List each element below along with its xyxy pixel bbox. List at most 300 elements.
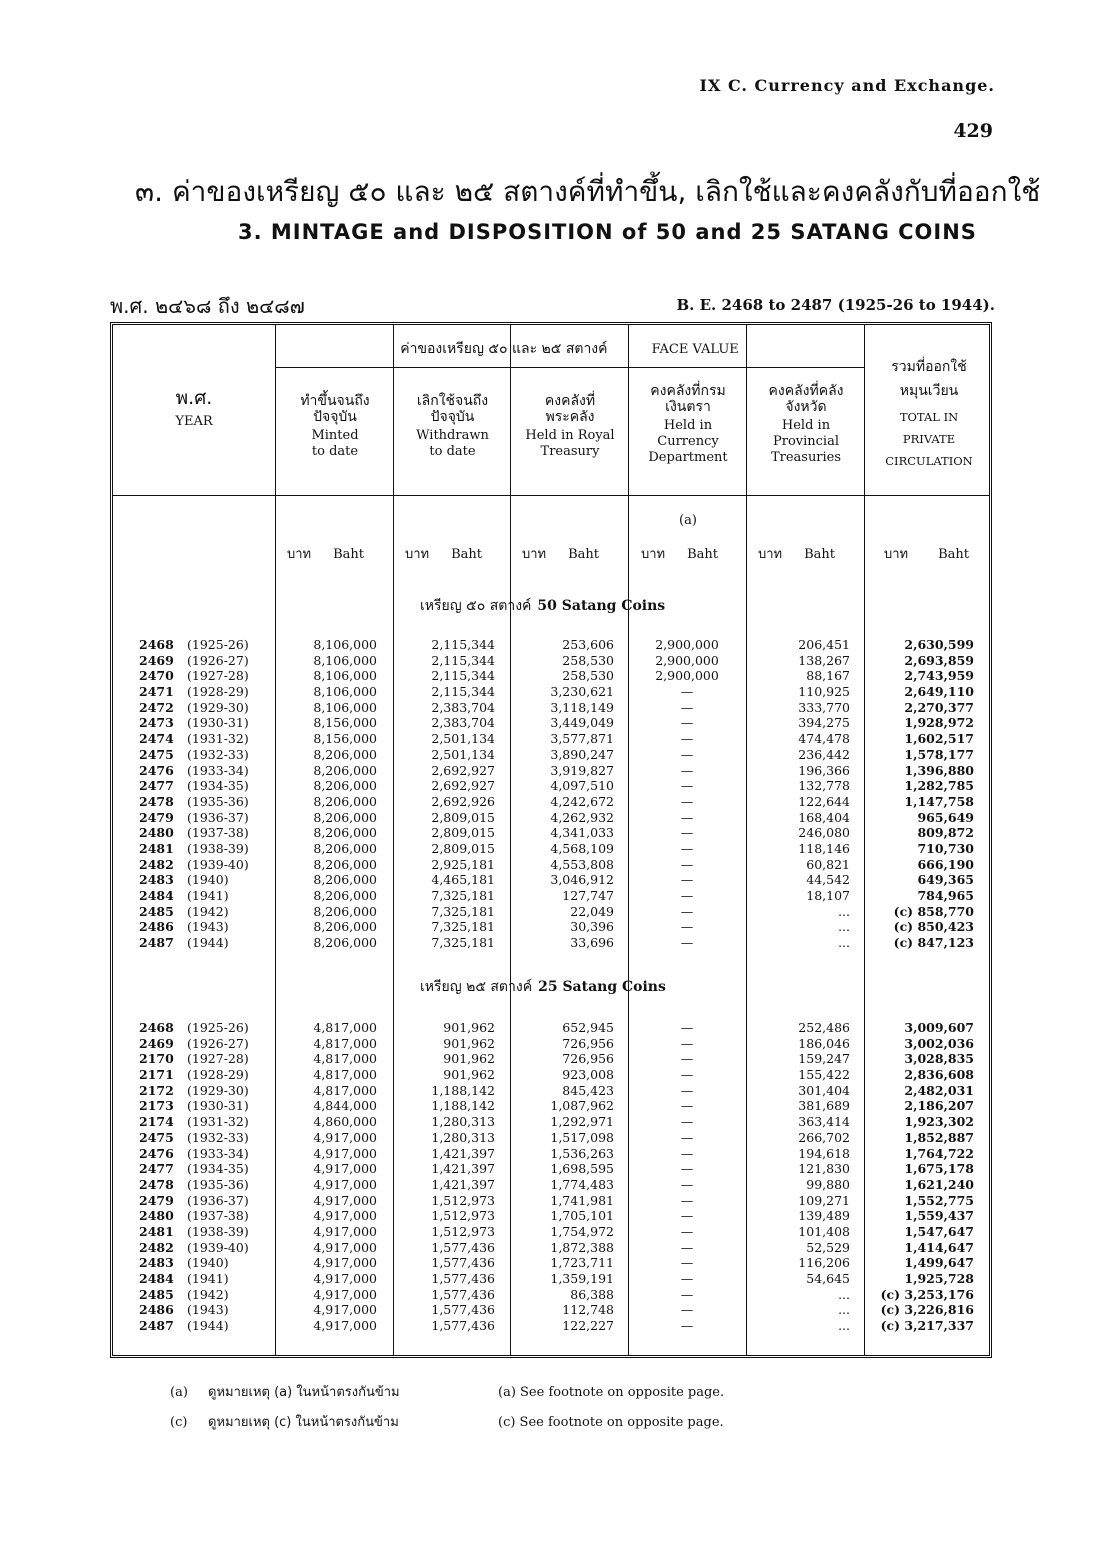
table-cell: 1,852,887: [904, 1129, 974, 1145]
table-cell: 2487: [139, 935, 174, 951]
table-cell: —: [680, 1098, 694, 1114]
table-cell: 52,529: [806, 1239, 850, 1255]
table-cell: 2,649,110: [904, 684, 974, 700]
table-cell: 18,107: [806, 888, 850, 903]
table-cell: 7,325,181: [431, 888, 495, 903]
section-header: IX C. Currency and Exchange.: [699, 76, 995, 95]
table-cell: 1,872,388: [550, 1239, 614, 1255]
table-cell: 2,743,959: [904, 668, 974, 684]
table-cell: 2,186,207: [904, 1098, 974, 1114]
table-cell: —: [680, 1067, 694, 1083]
table-cell: 381,689: [798, 1098, 850, 1114]
table-cell: 2475: [139, 746, 174, 762]
table-cell: (1941): [187, 1271, 229, 1286]
table-cell: 1,577,436: [431, 1255, 495, 1271]
table-cell: ...: [838, 1318, 850, 1334]
table-cell: 86,388: [570, 1286, 614, 1302]
table-cell: 1,147,758: [904, 793, 974, 809]
table-cell: 1,723,711: [550, 1255, 614, 1271]
table-cell: 1,621,240: [904, 1176, 974, 1192]
table-cell: 726,956: [562, 1051, 614, 1067]
table-cell: 4,341,033: [550, 825, 614, 841]
column-total: [866, 1020, 974, 1334]
table-cell: —: [680, 699, 694, 715]
table-cell: (1942): [187, 1286, 229, 1302]
col-header-thai: คงคลังที่พระคลัง: [544, 393, 596, 425]
table-cell: 139,489: [798, 1208, 850, 1224]
table-cell: 7,325,181: [431, 919, 495, 935]
table-cell: 2,115,344: [431, 684, 495, 700]
table-cell: 2471: [139, 684, 174, 700]
table-cell: 2174: [139, 1114, 174, 1130]
table-cell: —: [680, 1271, 694, 1286]
table-cell: 206,451: [798, 637, 850, 652]
table-cell: ...: [838, 1286, 850, 1302]
table-cell: 2,809,015: [431, 825, 495, 841]
table-cell: 3,046,912: [550, 872, 614, 888]
table-cell: 4,917,000: [313, 1176, 377, 1192]
table-cell: 1,547,647: [904, 1223, 974, 1239]
table-cell: —: [680, 793, 694, 809]
table-cell: 4,917,000: [313, 1223, 377, 1239]
column-currency-dept: [632, 637, 742, 951]
col-header-en: Held in Royal Treasury: [525, 428, 615, 459]
table-cell: —: [680, 1035, 694, 1051]
table-cell: 132,778: [798, 778, 850, 794]
table-cell: 236,442: [798, 746, 850, 762]
table-cell: 2171: [139, 1067, 174, 1083]
table-cell: 4,917,000: [313, 1302, 377, 1318]
table-cell: 8,206,000: [313, 919, 377, 935]
table-cell: 4,917,000: [313, 1145, 377, 1161]
table-cell: 109,271: [798, 1192, 850, 1208]
table-cell: 4,917,000: [313, 1318, 377, 1334]
table-cell: 1,536,263: [550, 1145, 614, 1161]
face-value-header: [275, 341, 864, 358]
table-cell: (1934-35): [187, 1161, 249, 1177]
table-cell: 127,747: [562, 888, 614, 903]
table-cell: 258,530: [562, 652, 614, 668]
footnote-c: [170, 1408, 724, 1438]
table-cell: 4,097,510: [550, 778, 614, 794]
table-cell: 1,499,647: [904, 1255, 974, 1271]
table-cell: —: [680, 1192, 694, 1208]
table-cell: 1,559,437: [904, 1208, 974, 1224]
col-header-withdrawn: [395, 393, 510, 460]
table-cell: 4,917,000: [313, 1255, 377, 1271]
col-header-thai: รวมที่ออกใช้หมุนเวียน: [891, 359, 967, 399]
table-cell: —: [680, 1302, 694, 1318]
table-cell: 44,542: [806, 872, 850, 888]
table-cell: (1926-27): [187, 1035, 249, 1051]
table-cell: 1,764,722: [904, 1145, 974, 1161]
column-minted: [273, 1020, 377, 1334]
table-cell: 1,517,098: [550, 1129, 614, 1145]
note-marker-a: (a): [679, 513, 697, 528]
table-cell: 1,578,177: [904, 746, 974, 762]
column-provincial: [748, 637, 850, 951]
table-cell: 1,280,313: [431, 1114, 495, 1130]
table-cell: 4,242,672: [550, 793, 614, 809]
table-cell: (1927-28): [187, 1051, 249, 1067]
table-cell: 2,383,704: [431, 699, 495, 715]
column-royal-treasury: [510, 637, 614, 951]
table-cell: —: [680, 1286, 694, 1302]
table-cell: 2481: [139, 1223, 174, 1239]
table-cell: 252,486: [798, 1020, 850, 1035]
footnote-key: (c): [170, 1415, 188, 1430]
table-cell: 1,396,880: [904, 762, 974, 778]
table-cell: 266,702: [798, 1129, 850, 1145]
table-cell: (1935-36): [187, 1176, 249, 1192]
table-cell: (1930-31): [187, 715, 249, 731]
table-cell: (1938-39): [187, 1223, 249, 1239]
table-cell: ...: [838, 935, 850, 951]
table-cell: 1,577,436: [431, 1271, 495, 1286]
table-cell: 2,115,344: [431, 668, 495, 684]
table-cell: 1,602,517: [904, 731, 974, 747]
table-cell: (1942): [187, 903, 229, 919]
table-cell: 845,423: [562, 1082, 614, 1098]
table-cell: 1,414,647: [904, 1239, 974, 1255]
table-cell: 2,925,181: [431, 856, 495, 872]
column-divider: [746, 325, 747, 1355]
table-cell: (1939-40): [187, 856, 249, 872]
table-cell: 2,630,599: [904, 637, 974, 652]
unit-label: บาท Baht: [884, 547, 970, 562]
col-header-thai: คงคลังที่คลังจังหวัด: [768, 383, 844, 415]
table-cell: 88,167: [806, 668, 850, 684]
table-cell: 965,649: [917, 809, 974, 825]
table-cell: 8,206,000: [313, 778, 377, 794]
table-cell: (1937-38): [187, 825, 249, 841]
col-header-provincial: [748, 383, 864, 466]
table-cell: —: [680, 903, 694, 919]
table-cell: (1928-29): [187, 684, 249, 700]
table-cell: 8,206,000: [313, 825, 377, 841]
table-cell: 30,396: [570, 919, 614, 935]
table-cell: 112,748: [562, 1302, 614, 1318]
footnotes: [170, 1378, 724, 1438]
table-cell: 1,577,436: [431, 1318, 495, 1334]
table-cell: —: [680, 1161, 694, 1177]
table-cell: —: [680, 1051, 694, 1067]
table-cell: 8,206,000: [313, 903, 377, 919]
table-cell: —: [680, 1114, 694, 1130]
table-cell: —: [680, 684, 694, 700]
col-header-en: Held in Provincial Treasuries: [770, 418, 842, 465]
table-cell: 2480: [139, 825, 174, 841]
table-cell: 8,206,000: [313, 872, 377, 888]
table-cell: 2475: [139, 1129, 174, 1145]
table-cell: 3,009,607: [904, 1020, 974, 1035]
table-cell: 2,270,377: [904, 699, 974, 715]
table-cell: 253,606: [562, 637, 614, 652]
table-cell: 4,917,000: [313, 1129, 377, 1145]
table-cell: 8,156,000: [313, 715, 377, 731]
table-cell: (1935-36): [187, 793, 249, 809]
table-cell: (1940): [187, 872, 229, 888]
page-title-thai: ๓. ค่าของเหรียญ ๕๐ และ ๒๕ สตางค์ที่ทำขึ้น, เลิกใช้และคงคลังกับที่ออกใช้: [135, 175, 1041, 208]
table-cell: 2173: [139, 1098, 174, 1114]
table-cell: 2469: [139, 1035, 174, 1051]
table-cell: 710,730: [917, 840, 974, 856]
table-cell: 394,275: [798, 715, 850, 731]
table-cell: (1931-32): [187, 731, 249, 747]
table-cell: 2481: [139, 840, 174, 856]
table-cell: 1,705,101: [550, 1208, 614, 1224]
page-title: 3. MINTAGE and DISPOSITION of 50 and 25 SATANG COINS: [238, 220, 977, 244]
table-cell: (c) 858,770: [893, 903, 974, 919]
table-cell: 1,512,973: [431, 1223, 495, 1239]
table-cell: —: [680, 1176, 694, 1192]
table-cell: 1,359,191: [550, 1271, 614, 1286]
table-cell: 923,008: [562, 1067, 614, 1083]
table-cell: 2,692,927: [431, 778, 495, 794]
table-cell: 2,501,134: [431, 731, 495, 747]
footnote-a: [170, 1378, 724, 1408]
table-cell: 4,917,000: [313, 1239, 377, 1255]
table-cell: 2472: [139, 699, 174, 715]
table-cell: 2480: [139, 1208, 174, 1224]
table-cell: (1939-40): [187, 1239, 249, 1255]
table-cell: 4,917,000: [313, 1192, 377, 1208]
col-header-currency-dept: [630, 383, 746, 466]
table-cell: 2485: [139, 903, 174, 919]
table-cell: 1,675,178: [904, 1161, 974, 1177]
table-cell: 1,280,313: [431, 1129, 495, 1145]
table-cell: 1,577,436: [431, 1239, 495, 1255]
table-cell: 1,754,972: [550, 1223, 614, 1239]
column-currency-dept: [632, 1020, 742, 1334]
table-cell: 1,292,971: [550, 1114, 614, 1130]
table-cell: 3,118,149: [550, 699, 614, 715]
table-cell: 2468: [139, 637, 174, 652]
column-royal-treasury: [510, 1020, 614, 1334]
face-value-thai: ค่าของเหรียญ ๕๐ และ ๒๕ สตางค์: [400, 341, 608, 357]
unit-label: บาท Baht: [522, 547, 600, 562]
table-cell: 2477: [139, 1161, 174, 1177]
page-number: 429: [953, 120, 993, 142]
table-cell: 8,206,000: [313, 840, 377, 856]
table-cell: —: [680, 778, 694, 794]
table-cell: (1929-30): [187, 699, 249, 715]
table-cell: (1936-37): [187, 1192, 249, 1208]
table-cell: 121,830: [798, 1161, 850, 1177]
table-cell: 2476: [139, 1145, 174, 1161]
table-cell: 3,577,871: [550, 731, 614, 747]
table-cell: 4,817,000: [313, 1020, 377, 1035]
table-cell: 2170: [139, 1051, 174, 1067]
col-header-en: Minted to date: [311, 428, 359, 459]
table-cell: 4,568,109: [550, 840, 614, 856]
table-cell: 649,365: [917, 872, 974, 888]
table-cell: 7,325,181: [431, 903, 495, 919]
table-cell: 8,106,000: [313, 699, 377, 715]
table-cell: (1941): [187, 888, 229, 903]
table-cell: 2482: [139, 856, 174, 872]
table-cell: 8,206,000: [313, 888, 377, 903]
table-cell: 3,919,827: [550, 762, 614, 778]
table-cell: 110,925: [798, 684, 850, 700]
table-cell: 8,206,000: [313, 935, 377, 951]
table-cell: —: [680, 1318, 694, 1334]
table-cell: 8,206,000: [313, 762, 377, 778]
table-cell: ...: [838, 903, 850, 919]
table-cell: 246,080: [798, 825, 850, 841]
table-cell: 4,817,000: [313, 1082, 377, 1098]
table-cell: 2,809,015: [431, 809, 495, 825]
table-cell: 3,890,247: [550, 746, 614, 762]
table-cell: (1944): [187, 935, 229, 951]
table-cell: 1,512,973: [431, 1208, 495, 1224]
table-cell: 2,809,015: [431, 840, 495, 856]
table-cell: 2,692,926: [431, 793, 495, 809]
table-cell: (c) 850,423: [893, 919, 974, 935]
table-cell: (1931-32): [187, 1114, 249, 1130]
table-cell: 3,449,049: [550, 715, 614, 731]
table-cell: 2,482,031: [904, 1082, 974, 1098]
table-cell: (1925-26): [187, 1020, 249, 1035]
table-cell: —: [680, 1208, 694, 1224]
table-cell: 4,917,000: [313, 1208, 377, 1224]
table-cell: 1,577,436: [431, 1286, 495, 1302]
table-cell: 2473: [139, 715, 174, 731]
unit-label: บาท Baht: [641, 547, 719, 562]
table-cell: 118,146: [798, 840, 850, 856]
footnote-en: (c) See footnote on opposite page.: [498, 1415, 724, 1430]
column-year-be: [139, 1020, 183, 1334]
table-cell: 1,188,142: [431, 1098, 495, 1114]
table-cell: 2478: [139, 793, 174, 809]
footnote-key: (a): [170, 1385, 188, 1400]
table-cell: 784,965: [917, 888, 974, 903]
table-cell: (1943): [187, 1302, 229, 1318]
table-cell: —: [680, 715, 694, 731]
table-cell: 1,577,436: [431, 1302, 495, 1318]
table-cell: 2483: [139, 872, 174, 888]
table-cell: 2484: [139, 1271, 174, 1286]
table-cell: —: [680, 825, 694, 841]
table-cell: 2476: [139, 762, 174, 778]
col-header-en: Withdrawn to date: [416, 428, 489, 459]
table-cell: 4,817,000: [313, 1051, 377, 1067]
table-cell: 2,693,859: [904, 652, 974, 668]
table-cell: 258,530: [562, 668, 614, 684]
table-cell: (1938-39): [187, 840, 249, 856]
table-cell: —: [680, 888, 694, 903]
column-divider: [628, 325, 629, 1355]
table-cell: 122,644: [798, 793, 850, 809]
table-cell: 1,512,973: [431, 1192, 495, 1208]
table-cell: 1,741,981: [550, 1192, 614, 1208]
table-cell: 2486: [139, 919, 174, 935]
table-cell: 2,900,000: [655, 652, 719, 668]
table-cell: ...: [838, 1302, 850, 1318]
table-cell: 2,692,927: [431, 762, 495, 778]
table-cell: 1,552,775: [904, 1192, 974, 1208]
table-cell: 186,046: [798, 1035, 850, 1051]
table-cell: 666,190: [917, 856, 974, 872]
table-cell: —: [680, 919, 694, 935]
period-thai: พ.ศ. ๒๔๖๘ ถึง ๒๔๘๗: [110, 294, 305, 318]
table-cell: (1933-34): [187, 1145, 249, 1161]
table-cell: 1,928,972: [904, 715, 974, 731]
table-cell: 22,049: [570, 903, 614, 919]
table-cell: 138,267: [798, 652, 850, 668]
data-table: [110, 322, 992, 1358]
table-cell: 2477: [139, 778, 174, 794]
col-header-year: [113, 387, 275, 430]
table-cell: 2468: [139, 1020, 174, 1035]
table-cell: 116,206: [798, 1255, 850, 1271]
table-cell: 2486: [139, 1302, 174, 1318]
table-cell: (c) 847,123: [893, 935, 974, 951]
header-rule: [113, 495, 989, 496]
table-cell: 2484: [139, 888, 174, 903]
column-year-ad: [187, 1020, 267, 1334]
table-cell: 4,553,808: [550, 856, 614, 872]
table-cell: 33,696: [570, 935, 614, 951]
table-cell: 4,917,000: [313, 1286, 377, 1302]
table-cell: 8,106,000: [313, 668, 377, 684]
unit-label: บาท Baht: [287, 547, 365, 562]
table-cell: (1930-31): [187, 1098, 249, 1114]
table-cell: —: [680, 1255, 694, 1271]
col-header-minted: [277, 393, 393, 460]
table-cell: 8,106,000: [313, 637, 377, 652]
table-cell: (1933-34): [187, 762, 249, 778]
table-cell: —: [680, 935, 694, 951]
table-cell: 194,618: [798, 1145, 850, 1161]
table-cell: 1,923,302: [904, 1114, 974, 1130]
table-cell: 8,156,000: [313, 731, 377, 747]
table-cell: —: [680, 1129, 694, 1145]
table-cell: —: [680, 1223, 694, 1239]
table-cell: 2,501,134: [431, 746, 495, 762]
table-cell: —: [680, 872, 694, 888]
table-cell: 2483: [139, 1255, 174, 1271]
table-cell: 809,872: [917, 825, 974, 841]
table-cell: 8,206,000: [313, 746, 377, 762]
table-cell: 1,925,728: [904, 1271, 974, 1286]
table-cell: 2,836,608: [904, 1067, 974, 1083]
table-cell: —: [680, 809, 694, 825]
table-cell: (c) 3,217,337: [880, 1318, 974, 1334]
table-cell: —: [680, 1145, 694, 1161]
table-cell: 4,817,000: [313, 1035, 377, 1051]
table-cell: (1932-33): [187, 1129, 249, 1145]
table-cell: 54,645: [806, 1271, 850, 1286]
section-title-50-satang: เหรียญ ๕๐ สตางค์ 50 Satang Coins: [420, 598, 666, 614]
table-cell: (1934-35): [187, 778, 249, 794]
table-cell: 901,962: [443, 1067, 495, 1083]
unit-label: บาท Baht: [758, 547, 836, 562]
table-cell: ...: [838, 919, 850, 935]
footnote-thai: ดูหมายเหตุ (a) ในหน้าตรงกันข้าม: [208, 1385, 400, 1400]
unit-label: บาท Baht: [405, 547, 483, 562]
table-cell: 2,115,344: [431, 652, 495, 668]
table-cell: 2,900,000: [655, 637, 719, 652]
table-cell: 4,844,000: [313, 1098, 377, 1114]
table-cell: 4,465,181: [431, 872, 495, 888]
table-cell: 8,206,000: [313, 793, 377, 809]
table-cell: (1928-29): [187, 1067, 249, 1083]
column-withdrawn: [393, 1020, 495, 1334]
table-cell: 1,421,397: [431, 1161, 495, 1177]
table-cell: 2172: [139, 1082, 174, 1098]
table-cell: 168,404: [798, 809, 850, 825]
